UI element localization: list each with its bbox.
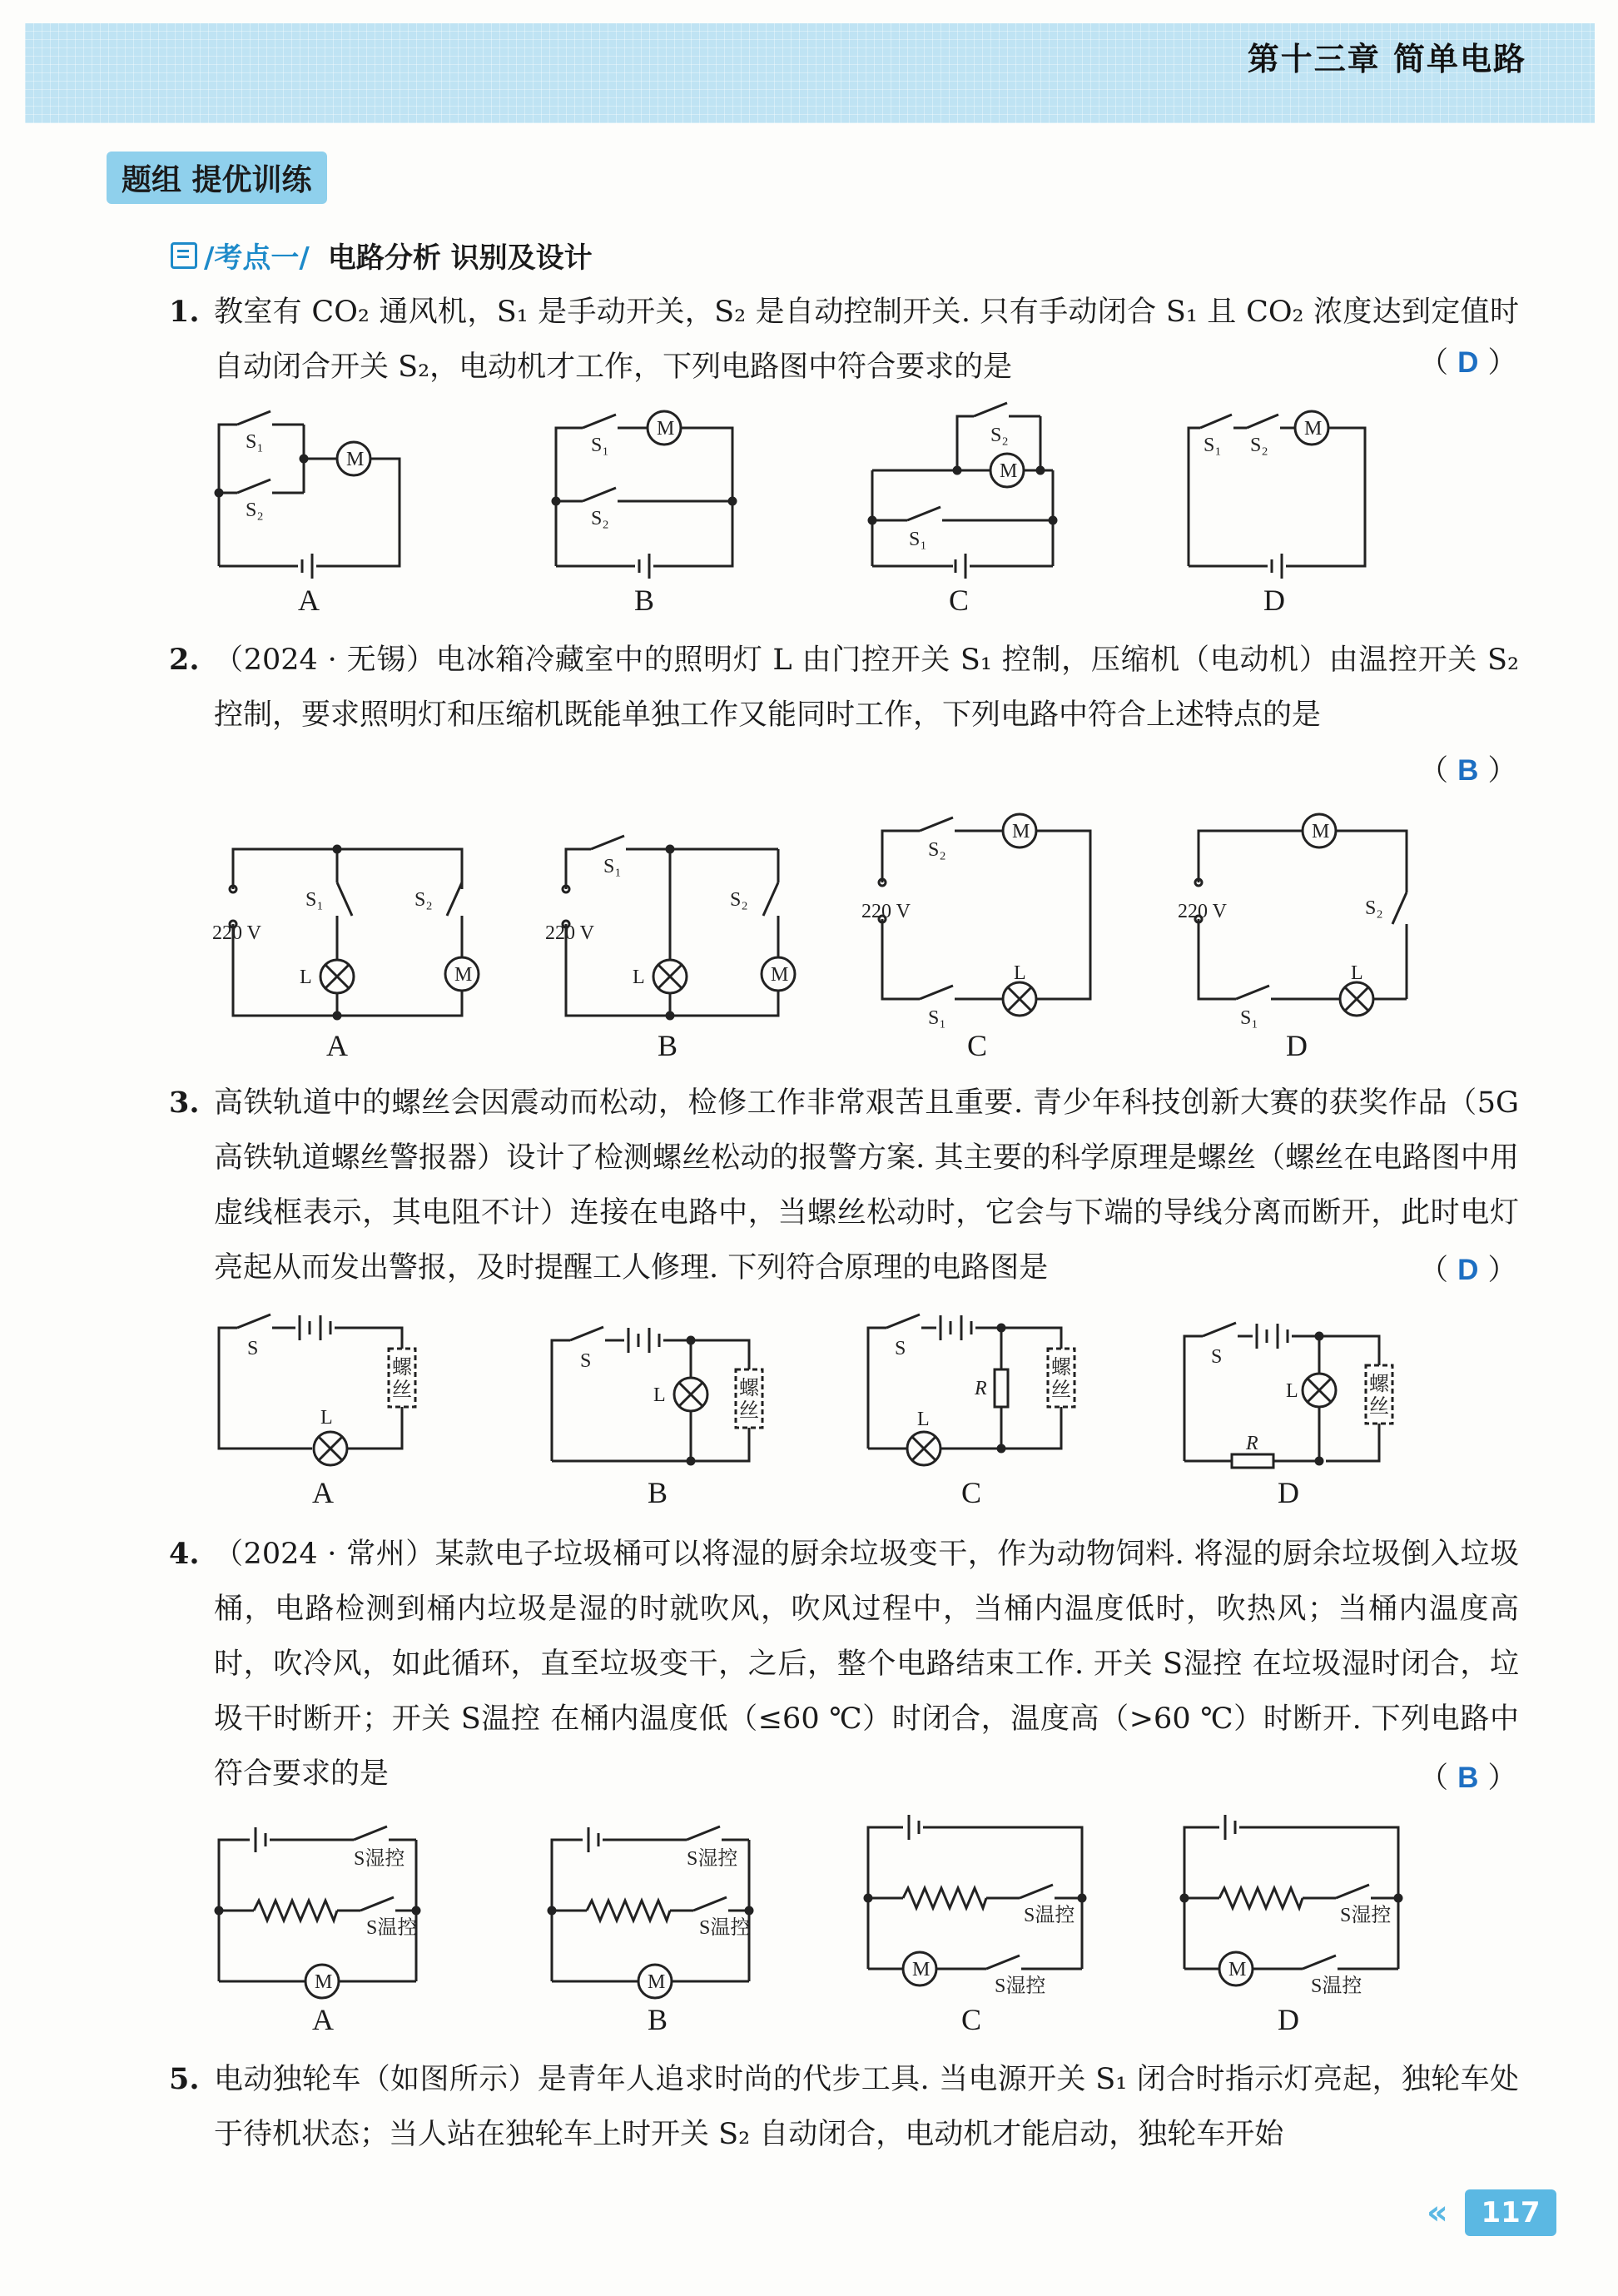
resistor-label: R [975, 1378, 987, 1399]
chevron-left-icon: « [1427, 2194, 1448, 2232]
voltage-label: 220 V [212, 922, 261, 944]
resistor-label: R [1246, 1433, 1258, 1454]
lamp-label: L [320, 1407, 333, 1429]
label-s: S [895, 1338, 906, 1359]
label-s1: S₁ [603, 856, 622, 877]
circuit-q1-a [212, 408, 412, 574]
option-label: A [312, 1476, 334, 1509]
list-icon [171, 242, 197, 269]
label-s-temp: S温控 [699, 1917, 751, 1939]
circuit-q4-c [861, 1815, 1103, 2002]
label-s2: S₂ [990, 425, 1009, 446]
lamp-label: L [1286, 1380, 1298, 1402]
page-number-value: 117 [1481, 2196, 1541, 2229]
circuit-q2-d [1178, 816, 1444, 1029]
lamp-label: L [917, 1409, 930, 1430]
label-s2: S₂ [1365, 897, 1383, 919]
motor-label: M [1228, 1959, 1247, 1980]
question-text: （2024 · 无锡）电冰箱冷藏室中的照明灯 L 由门控开关 S₁ 控制，压缩机（电动机）由温控开关 S₂ 控制，要求照明灯和压缩机既能单独工作又能同时工作，下列电路中符合上述特点的是 [214, 644, 1519, 732]
label-s-wet: S湿控 [1340, 1905, 1392, 1926]
section-label: /考点一/ [204, 241, 310, 275]
label-s-wet: S湿控 [995, 1975, 1046, 1997]
circuit-q2-a [212, 841, 479, 1024]
question-number: 5. [169, 2062, 200, 2096]
circuit-q1-d [1182, 408, 1382, 574]
question-text: 电动独轮车（如图所示）是青年人追求时尚的代步工具. 当电源开关 S₁ 闭合时指示灯亮起，独轮车处于待机状态；当人站在独轮车上时开关 S₂ 自动闭合，电动机才能启动，独轮车开始 [214, 2063, 1519, 2151]
label-s1: S₁ [1240, 1007, 1258, 1029]
motor-label: M [346, 449, 365, 470]
voltage-label: 220 V [1178, 901, 1227, 922]
circuit-q3-c [861, 1311, 1094, 1461]
motor-label: M [1012, 821, 1030, 842]
label-s1: S₁ [246, 431, 264, 453]
lamp-label: L [300, 967, 312, 988]
label-s2: S₂ [246, 499, 264, 521]
option-label: A [312, 2003, 334, 2036]
motor-label: M [315, 1971, 333, 1993]
motor-label: M [771, 964, 789, 986]
screw-label-1: 螺 [739, 1378, 759, 1399]
option-label: C [961, 1476, 982, 1509]
question-number: 3. [169, 1086, 200, 1120]
voltage-label: 220 V [861, 901, 911, 922]
option-label: A [298, 584, 320, 617]
label-s-temp: S温控 [1024, 1905, 1075, 1926]
label-s: S [580, 1350, 592, 1372]
screw-label-2: 丝 [1051, 1379, 1071, 1401]
option-label: D [1263, 584, 1285, 617]
section-heading [171, 235, 593, 276]
question-2 [171, 633, 1519, 743]
label-s-temp: S温控 [1311, 1975, 1362, 1997]
option-label: D [1286, 1029, 1308, 1062]
option-label: B [648, 2003, 668, 2036]
screw-label-2: 丝 [739, 1400, 759, 1422]
motor-label: M [1000, 460, 1018, 482]
answer-1: （ D ） [1419, 346, 1517, 380]
answer-2: （ B ） [1419, 754, 1517, 788]
circuit-q1-c [866, 408, 1065, 574]
lamp-label: L [1014, 962, 1026, 984]
option-label: C [961, 2003, 982, 2036]
chapter-title: 第十三章 简单电路 [1247, 41, 1526, 77]
option-label: B [658, 1029, 678, 1062]
label-s2: S₂ [414, 889, 433, 911]
question-text: 教室有 CO₂ 通风机，S₁ 是手动开关，S₂ 是自动控制开关. 只有手动闭合 S₁ 且 CO₂ 浓度达到定值时自动闭合开关 S₂，电动机才工作，下列电路图中符合要求的是 [214, 296, 1519, 384]
voltage-label: 220 V [545, 922, 594, 944]
option-label: C [967, 1029, 988, 1062]
label-s-wet: S湿控 [354, 1848, 405, 1870]
circuit-q3-d [1178, 1319, 1411, 1469]
lamp-label: L [1351, 962, 1363, 984]
lamp-label: L [633, 967, 645, 988]
label-s-temp: S温控 [366, 1917, 418, 1939]
question-text: 高铁轨道中的螺丝会因震动而松动，检修工作非常艰苦且重要. 青少年科技创新大赛的获奖作品（5G 高铁轨道螺丝警报器）设计了检测螺丝松动的报警方案. 其主要的科学原理是螺丝（螺丝在电路图中用虚线框表示，其电阻不计）连接在电路中，当螺丝松动时，它会与下端的导线分离而断开，此时电灯亮起从而发出警报，及时提醒工人修理. 下列符合原理的电路图是 [214, 1086, 1519, 1285]
question-number: 1. [169, 295, 200, 329]
group-tag: 题组 提优训练 [107, 152, 327, 204]
question-number: 2. [169, 643, 200, 677]
motor-label: M [1312, 821, 1330, 842]
screw-label-1: 螺 [392, 1357, 412, 1379]
question-3 [171, 1076, 1519, 1295]
answer-3: （ D ） [1419, 1254, 1517, 1287]
motor-label: M [648, 1971, 666, 1993]
label-s: S [247, 1338, 259, 1359]
circuit-q2-c [861, 816, 1128, 1029]
motor-label: M [912, 1959, 931, 1980]
question-4 [171, 1527, 1519, 1802]
circuit-q3-a [212, 1311, 445, 1461]
label-s2: S₂ [1250, 435, 1268, 456]
circuit-q4-d [1178, 1815, 1419, 2002]
answer-letter: B [1457, 754, 1479, 787]
label-s2: S₂ [730, 889, 748, 911]
motor-label: M [454, 964, 473, 986]
answer-letter: B [1457, 1762, 1479, 1794]
label-s: S [1211, 1346, 1223, 1368]
screw-label-1: 螺 [1051, 1357, 1071, 1379]
option-label: A [326, 1029, 348, 1062]
option-label: C [949, 584, 970, 617]
option-label: D [1278, 1476, 1299, 1509]
question-number: 4. [169, 1537, 200, 1571]
label-s1: S₁ [591, 435, 609, 456]
circuit-q3-b [545, 1324, 778, 1474]
circuit-q4-a [212, 1827, 454, 2002]
option-label: B [634, 584, 655, 617]
label-s1: S₁ [909, 529, 927, 550]
answer-letter: D [1457, 1254, 1479, 1286]
circuit-q4-b [545, 1827, 787, 2002]
question-1 [171, 285, 1519, 395]
page-number [1427, 2189, 1556, 2236]
circuit-q1-b [549, 408, 749, 574]
question-5 [171, 2052, 1519, 2162]
question-text: （2024 · 常州）某款电子垃圾桶可以将湿的厨余垃圾变干，作为动物饲料. 将湿的厨余垃圾倒入垃圾桶，电路检测到桶内垃圾是湿的时就吹风，吹风过程中，当桶内温度低时，吹热风；当桶内温度高时，吹冷风，如此循环，直至垃圾变干，之后，整个电路结束工作. 开关 S湿控 在垃圾湿时闭合，垃圾干时断开；开关 S温控 在桶内温度低（≤60 ℃）时闭合，温度高（>60 ℃）时断开. 下列电路中符合要求的是 [214, 1538, 1519, 1791]
answer-letter: D [1457, 346, 1479, 379]
circuit-q2-b [545, 841, 811, 1024]
label-s2: S₂ [928, 839, 946, 861]
section-title: 电路分析 识别及设计 [327, 241, 593, 275]
option-label: B [648, 1476, 668, 1509]
label-s-wet: S湿控 [687, 1848, 738, 1870]
motor-label: M [657, 418, 675, 440]
label-s1: S₁ [1204, 435, 1222, 456]
screw-label-2: 丝 [392, 1379, 412, 1401]
label-s2: S₂ [591, 508, 609, 529]
lamp-label: L [653, 1384, 666, 1406]
label-s1: S₁ [928, 1007, 946, 1029]
motor-label: M [1304, 418, 1323, 440]
screw-label-1: 螺 [1369, 1374, 1389, 1395]
screw-label-2: 丝 [1369, 1396, 1389, 1418]
label-s1: S₁ [305, 889, 324, 911]
option-label: D [1278, 2003, 1299, 2036]
answer-4: （ B ） [1419, 1762, 1517, 1795]
